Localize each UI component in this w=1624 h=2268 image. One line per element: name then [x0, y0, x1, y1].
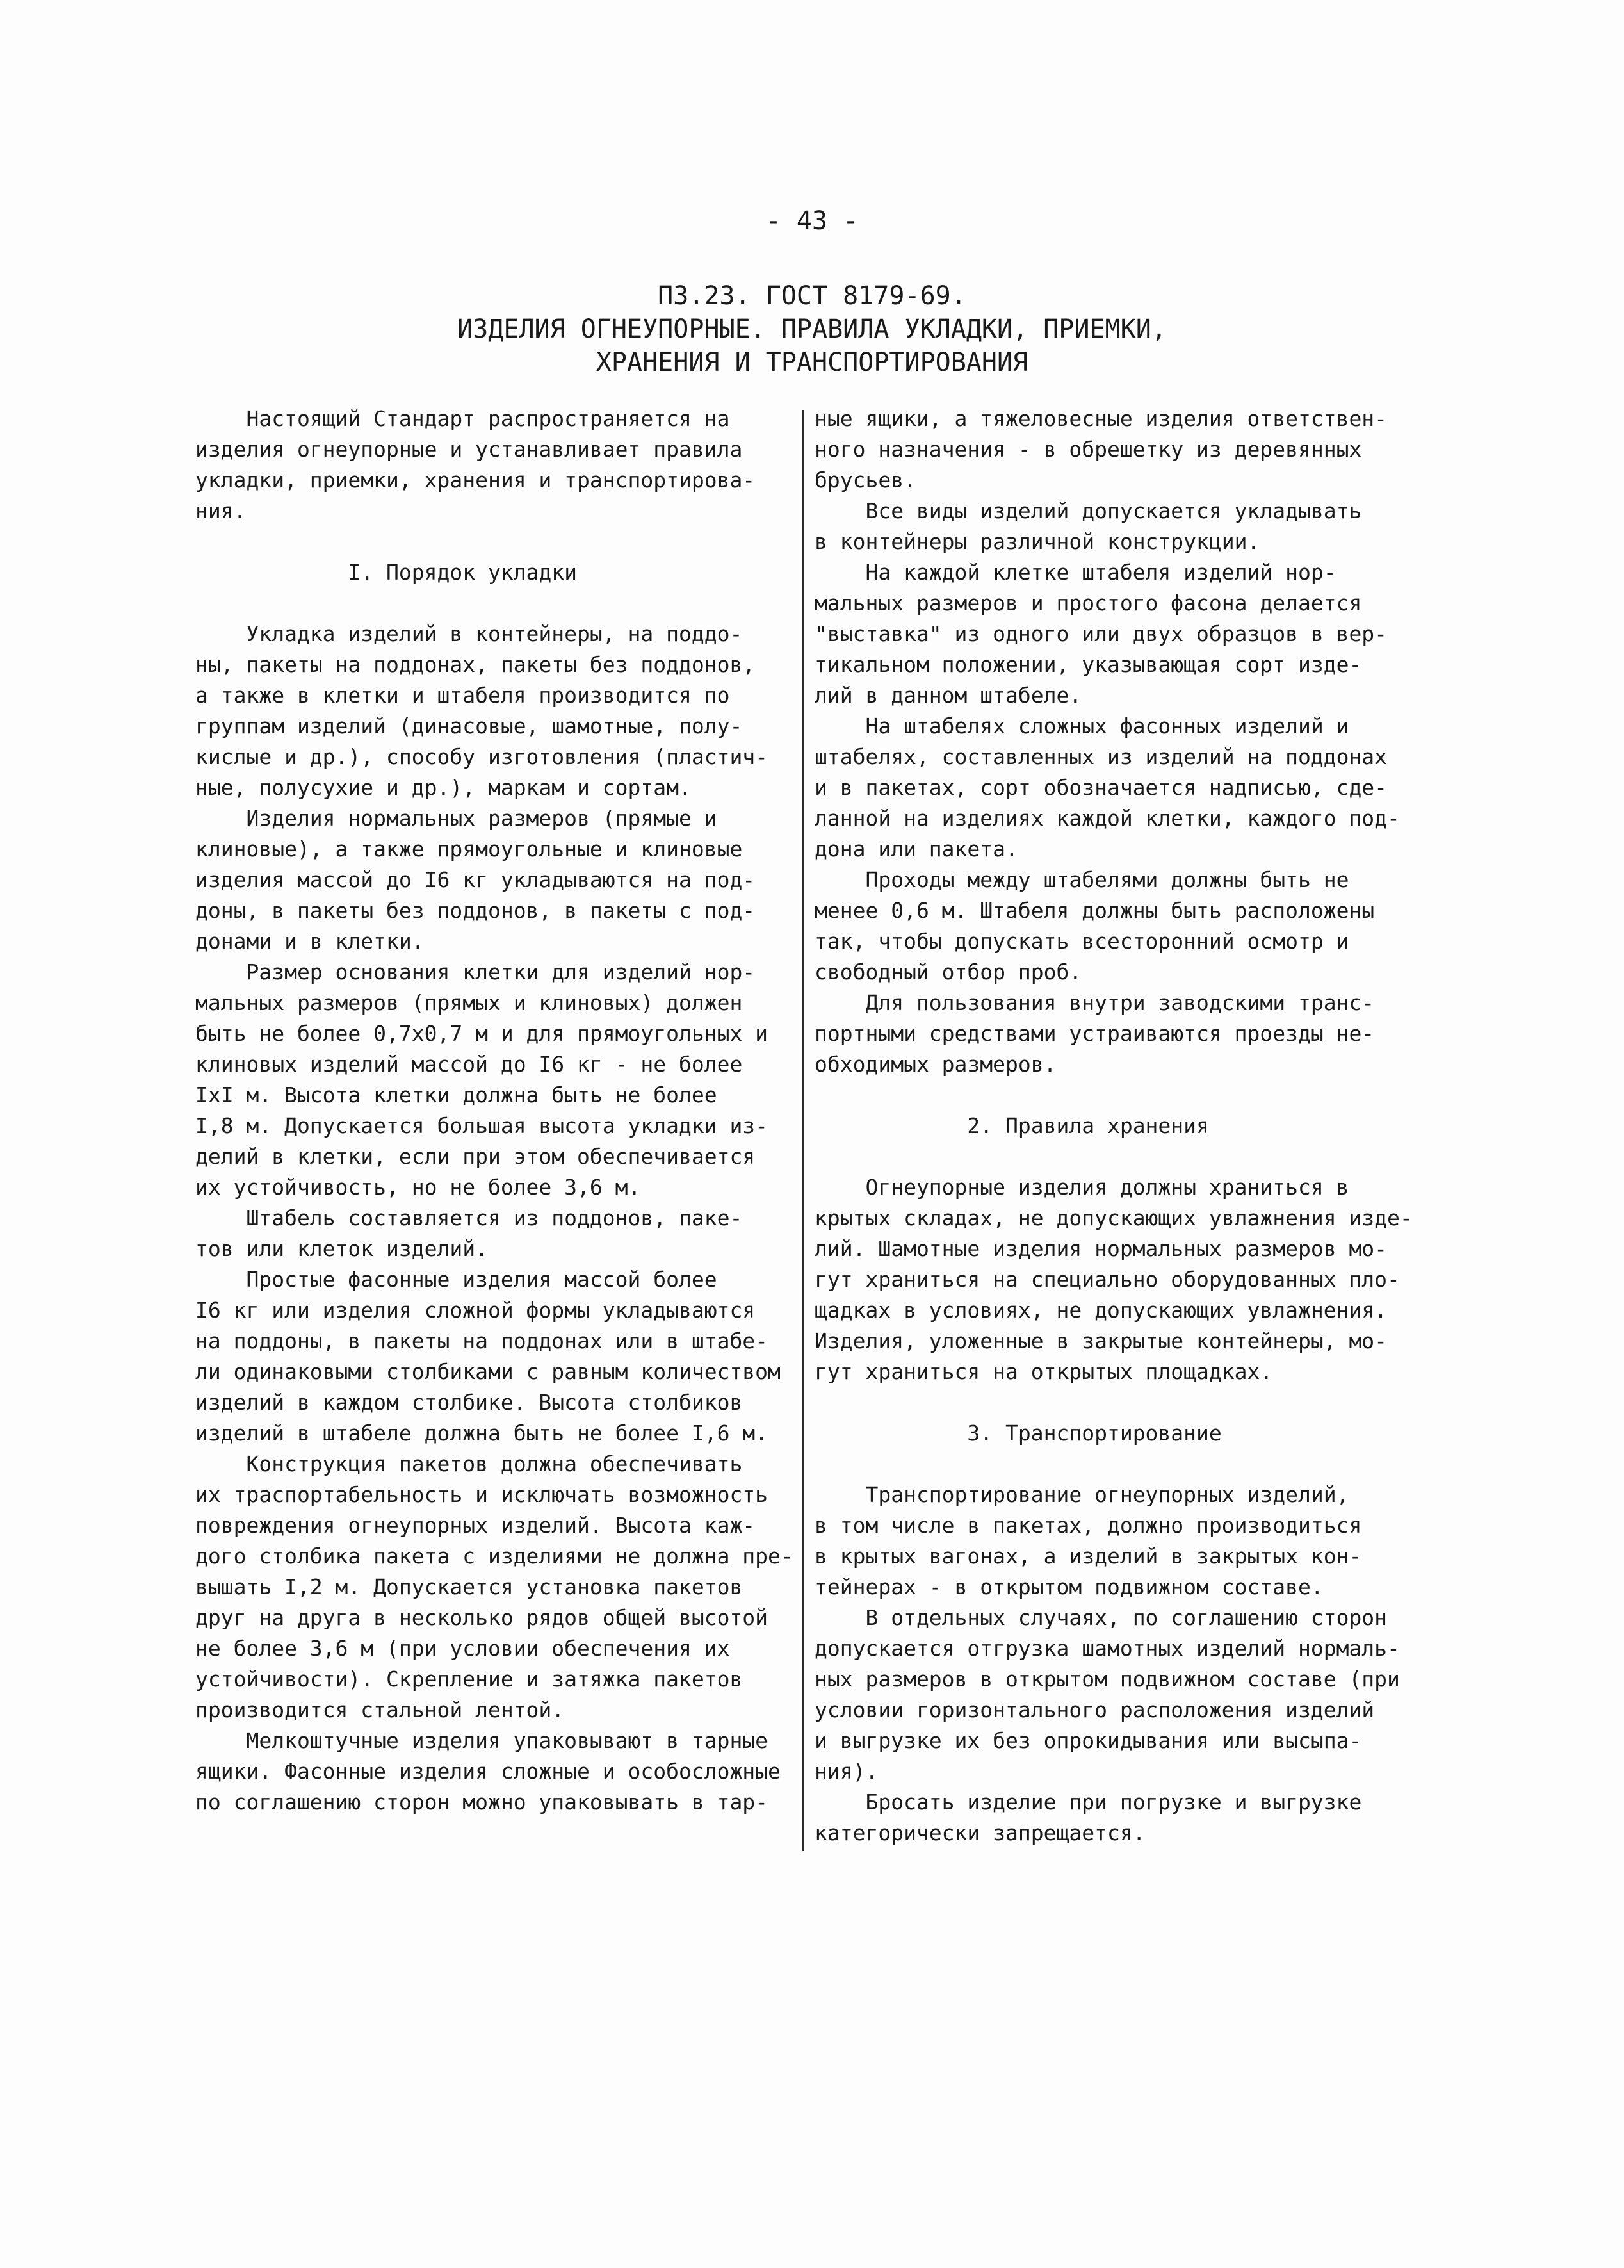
right-column-line: ного назначения - в обрешетку из деревянных: [815, 437, 1362, 462]
left-column-line: не более 3,6 м (при условии обеспечения их: [195, 1636, 730, 1661]
right-column-line: Все виды изделий допускается укладывать: [815, 498, 1362, 523]
doc-title-line-1: ПЗ.23. ГОСТ 8179-69.: [658, 281, 966, 311]
left-column-line: I6 кг или изделия сложной формы укладываются: [195, 1298, 756, 1323]
right-column-line: в том числе в пакетах, должно производиться: [815, 1513, 1362, 1538]
right-column-line: менее 0,6 м. Штабеля должны быть расположены: [815, 898, 1375, 923]
left-column-line: донами и в клетки.: [195, 929, 425, 954]
page-number: - 43 -: [765, 206, 859, 236]
left-column-line: [195, 588, 797, 619]
right-column-line: Для пользования внутри заводскими транс-: [815, 990, 1375, 1015]
left-column-line: ны, пакеты на поддонах, пакеты без поддонов,: [195, 652, 756, 677]
left-column-line: изделия массой до I6 кг укладываются на под-: [195, 867, 756, 892]
right-column-line: портными средствами устраиваются проезды не-: [815, 1021, 1375, 1046]
left-column-line: ные, полусухие и др.), маркам и сортам.: [195, 775, 692, 800]
left-column-line: IхI м. Высота клетки должна быть не более: [195, 1082, 717, 1107]
right-column-line: и в пакетах, сорт обозначается надписью, сде-: [815, 775, 1388, 800]
right-column-line: лий. Шамотные изделия нормальных размеров мо-: [815, 1236, 1388, 1261]
left-column-line: по соглашению сторон можно упаковывать в тар-: [195, 1790, 768, 1815]
left-column-line: Простые фасонные изделия массой более: [195, 1267, 717, 1292]
left-column-line: Конструкция пакетов должна обеспечивать: [195, 1451, 743, 1476]
right-column-line: лий в данном штабеле.: [815, 683, 1082, 708]
left-column-line: ли одинаковыми столбиками с равным количеством: [195, 1359, 781, 1384]
right-column-line: [815, 1387, 1429, 1418]
left-column-line: устойчивости). Скрепление и затяжка пакетов: [195, 1667, 743, 1692]
left-column-line: Мелкоштучные изделия упаковывают в тарные: [195, 1728, 768, 1753]
right-column-line: обходимых размеров.: [815, 1052, 1057, 1077]
right-column-line: [815, 1449, 1429, 1480]
left-column-line: Изделия нормальных размеров (прямые и: [195, 806, 717, 831]
left-column-line: их устойчивость, но не более 3,6 м.: [195, 1175, 641, 1200]
right-column-line: тикальном положении, указывающая сорт изде-: [815, 652, 1362, 677]
left-column-line: ния.: [195, 498, 247, 523]
right-column-line: На штабелях сложных фасонных изделий и: [815, 714, 1349, 738]
left-column-line: производится стальной лентой.: [195, 1697, 565, 1722]
left-column-line: мальных размеров (прямых и клиновых) должен: [195, 990, 743, 1015]
left-column-line: группам изделий (динасовые, шамотные, полу-: [195, 714, 743, 738]
right-column-line: Транспортирование огнеупорных изделий,: [815, 1482, 1349, 1507]
right-column-line: Огнеупорные изделия должны храниться в: [815, 1175, 1349, 1200]
left-column-line: кислые и др.), способу изготовления (пластич-: [195, 744, 768, 769]
left-column-line: клиновые), а также прямоугольные и клиновые: [195, 836, 743, 861]
right-column-line: брусьев.: [815, 468, 916, 493]
right-column-line: гут храниться на специально оборудованных пло-: [815, 1267, 1400, 1292]
right-column-line: ния).: [815, 1759, 879, 1784]
right-column-line: ных размеров в открытом подвижном составе (при: [815, 1667, 1400, 1692]
left-text-column: [195, 404, 797, 1818]
left-column-line: изделий в штабеле должна быть не более I,6 м.: [195, 1421, 768, 1446]
column-divider: [802, 410, 804, 1851]
right-column-line: свободный отбор проб.: [815, 959, 1082, 984]
right-column-line: в контейнеры различной конструкции.: [815, 529, 1260, 554]
left-column-line: друг на друга в несколько рядов общей высотой: [195, 1605, 768, 1630]
right-column-line: Проходы между штабелями должны быть не: [815, 867, 1349, 892]
right-column-line: 3. Транспортирование: [815, 1421, 1222, 1446]
left-column-line: их траспортабельность и исключать возможность: [195, 1482, 768, 1507]
right-text-column: [815, 404, 1429, 1848]
left-column-line: изделий в каждом столбике. Высота столбиков: [195, 1390, 743, 1415]
left-column-line: клиновых изделий массой до I6 кг - не более: [195, 1052, 743, 1077]
left-column-line: вышать I,2 м. Допускается установка пакетов: [195, 1574, 743, 1599]
right-column-line: мальных размеров и простого фасона делается: [815, 591, 1362, 616]
doc-title-line-3: ХРАНЕНИЯ И ТРАНСПОРТИРОВАНИЯ: [596, 348, 1028, 377]
right-column-line: тейнерах - в открытом подвижном составе.: [815, 1574, 1324, 1599]
left-column-line: Размер основания клетки для изделий нор-: [195, 959, 756, 984]
left-column-line: доны, в пакеты без поддонов, в пакеты с под-: [195, 898, 756, 923]
right-column-line: допускается отгрузка шамотных изделий нормаль-: [815, 1636, 1400, 1661]
left-column-line: тов или клеток изделий.: [195, 1236, 488, 1261]
left-column-line: делий в клетки, если при этом обеспечивается: [195, 1144, 756, 1169]
right-column-line: Бросать изделие при погрузке и выгрузке: [815, 1790, 1362, 1815]
doc-title-line-2: ИЗДЕЛИЯ ОГНЕУПОРНЫЕ. ПРАВИЛА УКЛАДКИ, ПРИЕМКИ,: [457, 314, 1167, 344]
right-column-line: категорически запрещается.: [815, 1820, 1146, 1845]
left-column-line: укладки, приемки, хранения и транспортирова-: [195, 468, 756, 493]
right-column-line: Изделия, уложенные в закрытые контейнеры, мо-: [815, 1328, 1388, 1353]
left-column-line: I,8 м. Допускается большая высота укладки из-: [195, 1113, 768, 1138]
right-column-line: В отдельных случаях, по соглашению сторон: [815, 1605, 1388, 1630]
left-column-line: быть не более 0,7х0,7 м и для прямоугольных и: [195, 1021, 768, 1046]
right-column-line: [815, 1080, 1429, 1111]
right-column-line: гут храниться на открытых площадках.: [815, 1359, 1273, 1384]
left-column-line: на поддоны, в пакеты на поддонах или в штабе-: [195, 1328, 768, 1353]
left-column-line: Укладка изделий в контейнеры, на поддо-: [195, 621, 743, 646]
left-column-line: I. Порядок укладки: [195, 560, 578, 585]
right-column-line: щадках в условиях, не допускающих увлажнения.: [815, 1298, 1388, 1323]
right-column-line: ланной на изделиях каждой клетки, каждого под-: [815, 806, 1400, 831]
right-column-line: так, чтобы допускать всесторонний осмотр и: [815, 929, 1349, 954]
left-column-line: дого столбика пакета с изделиями не должна пре-: [195, 1544, 793, 1569]
right-column-line: На каждой клетке штабеля изделий нор-: [815, 560, 1336, 585]
right-column-line: ные ящики, а тяжеловесные изделия ответствен-: [815, 406, 1388, 431]
right-column-line: дона или пакета.: [815, 836, 1018, 861]
left-column-line: [195, 526, 797, 557]
right-column-line: "выставка" из одного или двух образцов в вер-: [815, 621, 1388, 646]
right-column-line: [815, 1141, 1429, 1172]
right-column-line: и выгрузке их без опрокидывания или высыпа-: [815, 1728, 1362, 1753]
right-column-line: крытых складах, не допускающих увлажнения изде-: [815, 1205, 1413, 1230]
right-column-line: штабелях, составленных из изделий на поддонах: [815, 744, 1388, 769]
right-column-line: в крытых вагонах, а изделий в закрытых кон-: [815, 1544, 1362, 1569]
right-column-line: 2. Правила хранения: [815, 1113, 1209, 1138]
right-column-line: условии горизонтального расположения изделий: [815, 1697, 1375, 1722]
left-column-line: а также в клетки и штабеля производится по: [195, 683, 730, 708]
left-column-line: изделия огнеупорные и устанавливает правила: [195, 437, 743, 462]
left-column-line: повреждения огнеупорных изделий. Высота каж-: [195, 1513, 756, 1538]
left-column-line: Настоящий Стандарт распространяется на: [195, 406, 730, 431]
left-column-line: ящики. Фасонные изделия сложные и особосложные: [195, 1759, 781, 1784]
left-column-line: Штабель составляется из поддонов, паке-: [195, 1205, 743, 1230]
